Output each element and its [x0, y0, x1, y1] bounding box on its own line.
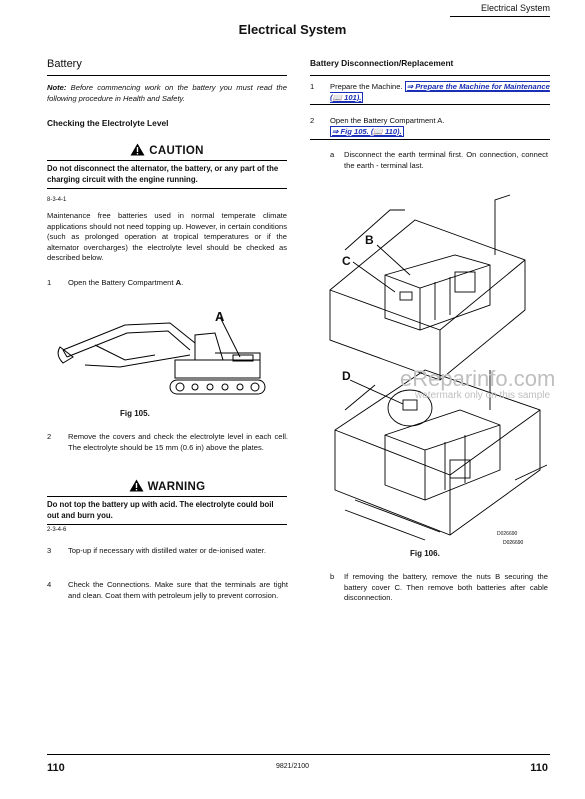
- page-title: Electrical System: [238, 22, 347, 37]
- section-rule: [310, 75, 550, 76]
- step-1-number: 1: [47, 278, 52, 287]
- header-rule: [450, 16, 550, 17]
- warning-code: 2-3-4-6: [47, 527, 67, 533]
- warning-label: WARNING: [147, 481, 206, 493]
- step-2-number: 2: [47, 432, 52, 441]
- figure-106-label-b: B: [365, 233, 374, 247]
- step-4-text: Check the Connections. Make sure that the terminals are tight and clean. Coat them with petroleum jelly to prevent corrosion.: [68, 580, 288, 600]
- running-header: Electrical System: [480, 3, 550, 13]
- note-label: Note:: [47, 83, 67, 92]
- warning-text: Do not top the battery up with acid. The electrolyte could boil out and burn you.: [47, 500, 274, 520]
- sub-b-text: If removing the battery, remove the nuts B securing the battery cover C. Then remove both batteries after cable disconnection.: [344, 572, 548, 602]
- footer-rule: [47, 754, 550, 755]
- step-1-text-main: Open the Battery Compartment: [68, 278, 176, 287]
- step-3-text: Top-up if necessary with distilled water or de-ionised water.: [68, 546, 266, 555]
- sub-a-text: Disconnect the earth terminal first. On connection, connect the earth - terminal last.: [344, 150, 548, 170]
- subsection-title: Checking the Electrolyte Level: [47, 118, 169, 128]
- section-rule: [47, 75, 287, 76]
- caution-label: CAUTION: [149, 145, 204, 157]
- prepare-machine-link[interactable]: ⇒ Prepare the Machine for Maintenance (📖 101).: [330, 82, 550, 102]
- step-rule: [310, 139, 550, 140]
- caution-title: [47, 143, 287, 157]
- footer-page-left: 110: [47, 762, 65, 774]
- r-step-2-main: Open the Battery Compartment A.: [330, 116, 445, 125]
- note-text: Before commencing work on the battery you must read the following procedure in Health and Safety.: [47, 83, 287, 103]
- r-step-1-number: 1: [310, 82, 315, 91]
- svg-text:D026690: D026690: [503, 540, 524, 545]
- r-step-2-number: 2: [310, 116, 315, 125]
- figure-106-label-c: C: [342, 254, 351, 268]
- watermark-note: watermark only on this sample: [415, 390, 551, 401]
- r-step-2-text: [330, 116, 548, 137]
- section-title-disconnection: Battery Disconnection/Replacement: [310, 58, 454, 68]
- sub-b-letter: b: [330, 572, 335, 581]
- step-1-ref: A: [175, 278, 182, 287]
- step-4-number: 4: [47, 580, 52, 589]
- r-step-1-main: Prepare the Machine.: [330, 82, 403, 91]
- note-paragraph: [47, 83, 287, 104]
- watermark-brand: eReparinfo.com: [400, 366, 556, 391]
- section-title-battery: Battery: [47, 58, 82, 70]
- warning-box: [47, 496, 287, 525]
- warning-triangle-icon: [130, 143, 145, 156]
- sub-a-letter: a: [330, 150, 335, 159]
- excavator-figure: [55, 305, 285, 405]
- figure-106-code: D026690: [497, 531, 518, 537]
- r-step-1-text: [330, 82, 550, 103]
- warning-title: [47, 479, 287, 493]
- figure-106-caption: Fig 106.: [410, 549, 440, 558]
- figure-106-label-d: D: [342, 369, 351, 383]
- step-3-number: 3: [47, 546, 52, 555]
- intro-paragraph: Maintenance free batteries used in normal temperate climate applications should not need topping up. However, in certain conditions (such as prolonged operation at tropical temperatures or if the alternator overcharges) the electrolyte level should be checked as described below.: [47, 211, 287, 262]
- caution-box: [47, 160, 287, 189]
- step-rule: [310, 104, 550, 105]
- footer-page-right: 110: [530, 762, 548, 774]
- step-2-text: Remove the covers and check the electrolyte level in each cell. The electrolyte should be 15 mm (0.6 in) above the plates.: [68, 432, 288, 452]
- figure-105-label-a: A: [215, 309, 225, 324]
- caution-code: 8-3-4-1: [47, 197, 67, 203]
- caution-text: Do not disconnect the alternator, the battery, or any part of the charging circuit with the engine running.: [47, 164, 279, 184]
- step-1-text-end: .: [181, 278, 184, 287]
- warning-triangle-icon: [129, 479, 144, 492]
- battery-compartment-figure: [315, 180, 555, 545]
- figure-105-caption: Fig 105.: [120, 409, 150, 418]
- step-1-text: [68, 278, 288, 289]
- footer-doc-number: 9821/2100: [275, 763, 310, 770]
- fig-105-link[interactable]: ⇒ Fig 105. (📖 110).: [332, 126, 402, 136]
